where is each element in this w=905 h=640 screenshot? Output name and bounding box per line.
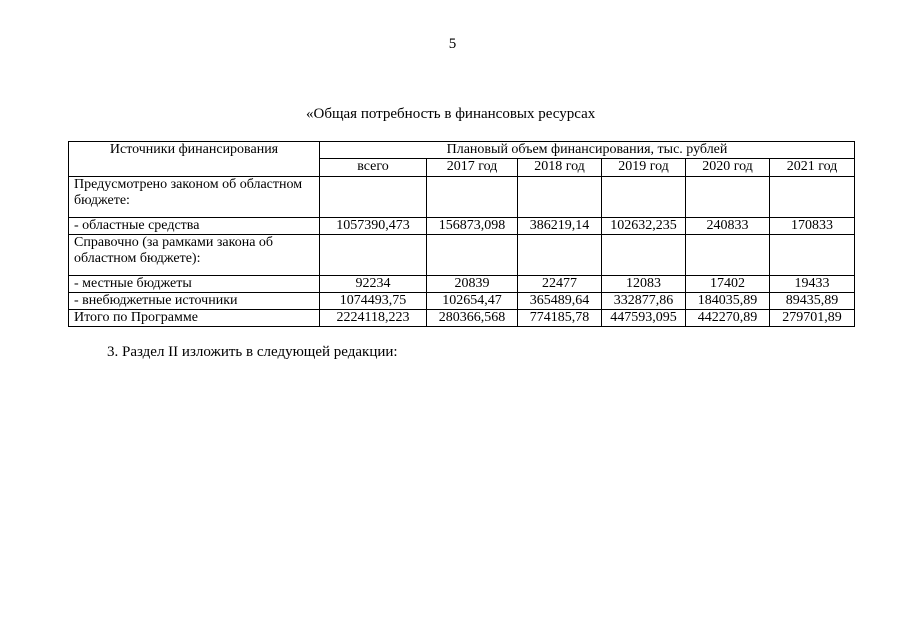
- cell: [427, 235, 518, 276]
- cell: 19433: [770, 276, 855, 293]
- cell: 774185,78: [518, 310, 602, 327]
- cell: 1074493,75: [320, 293, 427, 310]
- row-label: Итого по Программе: [69, 310, 320, 327]
- cell: 89435,89: [770, 293, 855, 310]
- header-planned-volume: Плановый объем финансирования, тыс. рублей: [320, 142, 855, 159]
- cell: 279701,89: [770, 310, 855, 327]
- cell: [602, 235, 686, 276]
- cell: [686, 177, 770, 218]
- body-paragraph: 3. Раздел II изложить в следующей редакции:: [107, 344, 398, 360]
- row-label: - местные бюджеты: [69, 276, 320, 293]
- cell: 386219,14: [518, 218, 602, 235]
- cell: 280366,568: [427, 310, 518, 327]
- cell: 156873,098: [427, 218, 518, 235]
- cell: 17402: [686, 276, 770, 293]
- row-label: Справочно (за рамками закона об областном бюджете):: [69, 235, 320, 276]
- cell: [518, 235, 602, 276]
- cell: 102654,47: [427, 293, 518, 310]
- row-label: - внебюджетные источники: [69, 293, 320, 310]
- column-header: 2021 год: [770, 159, 855, 177]
- cell: 20839: [427, 276, 518, 293]
- cell: [770, 235, 855, 276]
- table-row-total: [69, 310, 855, 327]
- table-row: [69, 177, 855, 218]
- table-row: [69, 293, 855, 310]
- header-sources: Источники финансирования: [69, 142, 320, 177]
- column-header: 2018 год: [518, 159, 602, 177]
- column-header: 2017 год: [427, 159, 518, 177]
- cell: [602, 177, 686, 218]
- cell: 12083: [602, 276, 686, 293]
- cell: 332877,86: [602, 293, 686, 310]
- table-row: [69, 276, 855, 293]
- cell: 92234: [320, 276, 427, 293]
- cell: [320, 235, 427, 276]
- column-header: всего: [320, 159, 427, 177]
- table-header-row: [69, 142, 855, 159]
- page-number: 5: [448, 36, 457, 52]
- cell: [427, 177, 518, 218]
- cell: [770, 177, 855, 218]
- table-row: [69, 218, 855, 235]
- cell: [518, 177, 602, 218]
- cell: [320, 177, 427, 218]
- financing-table: [68, 141, 855, 327]
- column-header: 2020 год: [686, 159, 770, 177]
- cell: 240833: [686, 218, 770, 235]
- row-label: - областные средства: [69, 218, 320, 235]
- cell: 102632,235: [602, 218, 686, 235]
- cell: 170833: [770, 218, 855, 235]
- cell: 184035,89: [686, 293, 770, 310]
- row-label: Предусмотрено законом об областном бюджете:: [69, 177, 320, 218]
- cell: 365489,64: [518, 293, 602, 310]
- cell: 1057390,473: [320, 218, 427, 235]
- cell: 447593,095: [602, 310, 686, 327]
- table-row: [69, 235, 855, 276]
- cell: [686, 235, 770, 276]
- cell: 22477: [518, 276, 602, 293]
- cell: 442270,89: [686, 310, 770, 327]
- cell: 2224118,223: [320, 310, 427, 327]
- table-title: «Общая потребность в финансовых ресурсах: [306, 106, 596, 122]
- column-header: 2019 год: [602, 159, 686, 177]
